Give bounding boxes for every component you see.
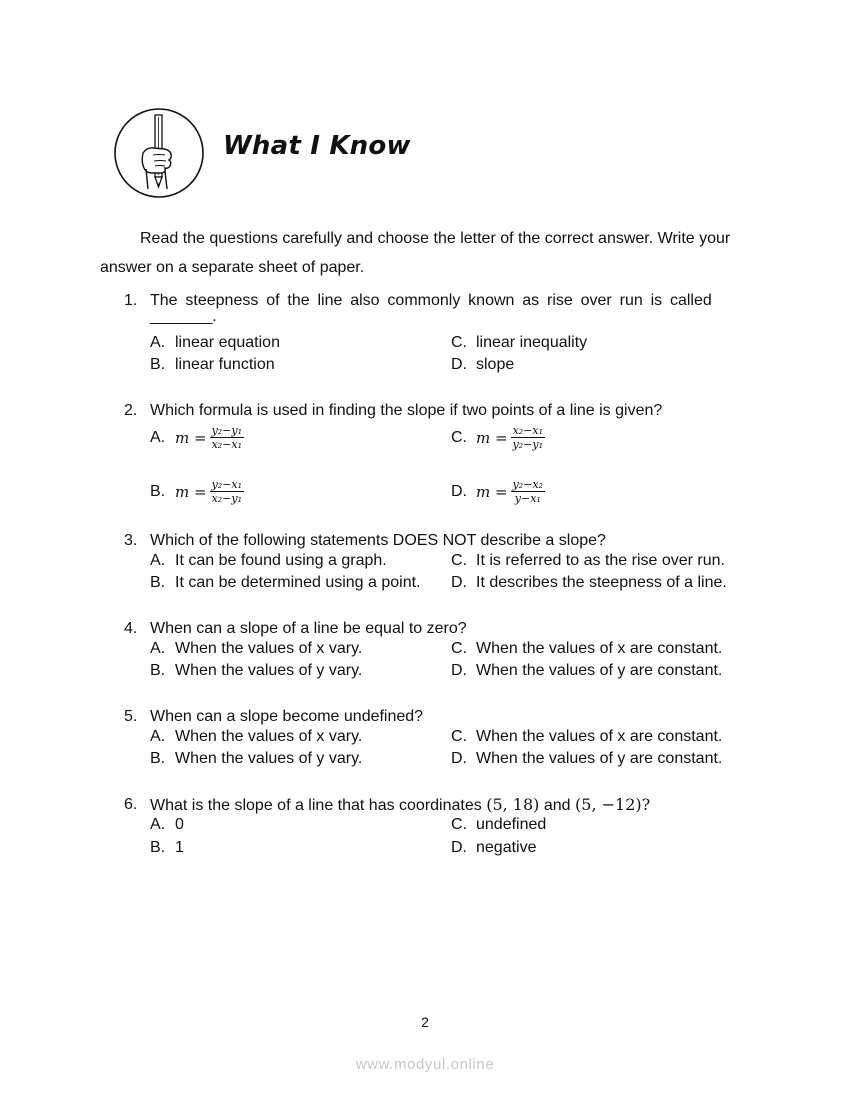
formula-lhs: m =: [476, 428, 508, 447]
question-text: Which of the following statements DOES NOT describe a slope?: [150, 532, 606, 549]
option-c[interactable]: [451, 334, 587, 352]
option-text: It is referred to as the rise over run.: [476, 552, 725, 569]
option-a[interactable]: [150, 334, 280, 352]
option-text: linear equation: [175, 334, 280, 351]
option-d[interactable]: [451, 356, 514, 374]
option-text: When the values of y are constant.: [476, 662, 723, 679]
option-a[interactable]: [150, 728, 362, 746]
option-d[interactable]: [451, 750, 722, 768]
option-c[interactable]: [451, 728, 722, 746]
section-title: What I Know: [223, 131, 411, 161]
formula-lhs: m =: [175, 428, 207, 447]
option-letter: A.: [150, 334, 166, 351]
formula-fraction: [210, 478, 244, 505]
question-number: 3.: [124, 532, 138, 549]
option-letter: D.: [451, 574, 467, 591]
option-text: When the values of x vary.: [175, 728, 363, 745]
option-letter: B.: [150, 839, 166, 856]
numerator: x₂−x₁: [512, 424, 544, 437]
option-letter: A.: [150, 728, 166, 745]
option-text: It can be determined using a point.: [175, 574, 421, 591]
question-number: 1.: [124, 292, 138, 309]
option-letter: C.: [451, 640, 467, 657]
option-letter: B.: [150, 356, 166, 373]
option-c[interactable]: [451, 424, 545, 451]
option-text: When the values of x vary.: [175, 640, 363, 657]
option-d[interactable]: [451, 574, 727, 592]
option-letter: A.: [150, 640, 166, 657]
option-letter: D.: [451, 750, 467, 767]
denominator: y−x₁: [514, 492, 541, 505]
option-text: When the values of y vary.: [175, 750, 363, 767]
numerator: y₂−x₂: [512, 478, 544, 491]
question-number: 6.: [124, 796, 138, 813]
option-letter: C.: [451, 728, 467, 745]
option-text: When the values of x are constant.: [476, 640, 723, 657]
option-letter: D.: [451, 662, 467, 679]
option-a[interactable]: [150, 424, 244, 451]
instructions: [100, 224, 750, 282]
watermark: www.modyul.online: [355, 1056, 495, 1073]
option-letter: B.: [150, 750, 166, 767]
question-text: Which formula is used in finding the slope if two points of a line is given?: [150, 402, 663, 419]
option-b[interactable]: [150, 574, 421, 592]
question-number: 5.: [124, 708, 138, 725]
question-number: 2.: [124, 402, 138, 419]
denominator: x₂−y₁: [211, 492, 243, 505]
option-letter: C.: [451, 334, 467, 351]
option-c[interactable]: [451, 816, 546, 834]
option-b[interactable]: [150, 478, 244, 505]
denominator: y₂−y₁: [512, 438, 544, 451]
option-letter: B.: [150, 574, 166, 591]
option-c[interactable]: [451, 552, 725, 570]
option-letter: D.: [451, 482, 467, 500]
option-text: When the values of x are constant.: [476, 728, 723, 745]
option-a[interactable]: [150, 552, 387, 570]
option-a[interactable]: [150, 640, 362, 658]
numerator: y₂−x₁: [211, 478, 243, 491]
option-letter: A.: [150, 816, 166, 833]
formula-fraction: [210, 424, 244, 451]
option-text: 0: [175, 816, 184, 833]
page-number: 2: [421, 1014, 429, 1030]
option-letter: C.: [451, 428, 467, 446]
question-text-mid: and: [543, 797, 571, 814]
denominator: x₂−x₁: [211, 438, 243, 451]
question-number: 4.: [124, 620, 138, 637]
option-b[interactable]: [150, 750, 362, 768]
option-b[interactable]: [150, 356, 275, 374]
formula-fraction: [511, 424, 545, 451]
option-d[interactable]: [451, 839, 537, 857]
option-letter: B.: [150, 662, 166, 679]
option-text: When the values of y are constant.: [476, 750, 723, 767]
formula-fraction: [511, 478, 545, 505]
option-letter: B.: [150, 482, 166, 500]
option-letter: D.: [451, 839, 467, 856]
instructions-text: Read the questions carefully and choose the letter of the correct answer. Write your answer on a separate sheet of paper.: [100, 230, 731, 276]
option-text: slope: [476, 356, 515, 373]
option-text: It describes the steepness of a line.: [476, 574, 727, 591]
coordinate-1: (5, 18): [486, 795, 540, 814]
formula-lhs: m =: [476, 482, 508, 501]
question-text-start: What is the slope of a line that has coordinates: [150, 797, 482, 814]
coordinate-2: (5, −12)?: [575, 795, 651, 814]
option-text: When the values of y vary.: [175, 662, 363, 679]
option-d[interactable]: [451, 662, 722, 680]
option-text: linear function: [175, 356, 275, 373]
formula-lhs: m =: [175, 482, 207, 501]
option-letter: C.: [451, 552, 467, 569]
numerator: y₂−y₁: [211, 424, 243, 437]
option-b[interactable]: [150, 839, 184, 857]
option-text: negative: [476, 839, 537, 856]
hand-pencil-icon: [113, 107, 205, 199]
option-text: linear inequality: [476, 334, 588, 351]
option-c[interactable]: [451, 640, 722, 658]
option-text: 1: [175, 839, 184, 856]
question-text: The steepness of the line also commonly known as rise over run is called: [150, 292, 712, 309]
option-letter: C.: [451, 816, 467, 833]
option-text: undefined: [476, 816, 547, 833]
option-letter: D.: [451, 356, 467, 373]
option-letter: A.: [150, 428, 166, 446]
question-text: [150, 794, 650, 817]
option-text: It can be found using a graph.: [175, 552, 387, 569]
option-d[interactable]: [451, 478, 545, 505]
option-a[interactable]: [150, 816, 184, 834]
answer-blank: _______.: [150, 308, 217, 325]
question-text: When can a slope become undefined?: [150, 708, 424, 725]
option-letter: A.: [150, 552, 166, 569]
question-text: When can a slope of a line be equal to zero?: [150, 620, 467, 637]
option-b[interactable]: [150, 662, 362, 680]
